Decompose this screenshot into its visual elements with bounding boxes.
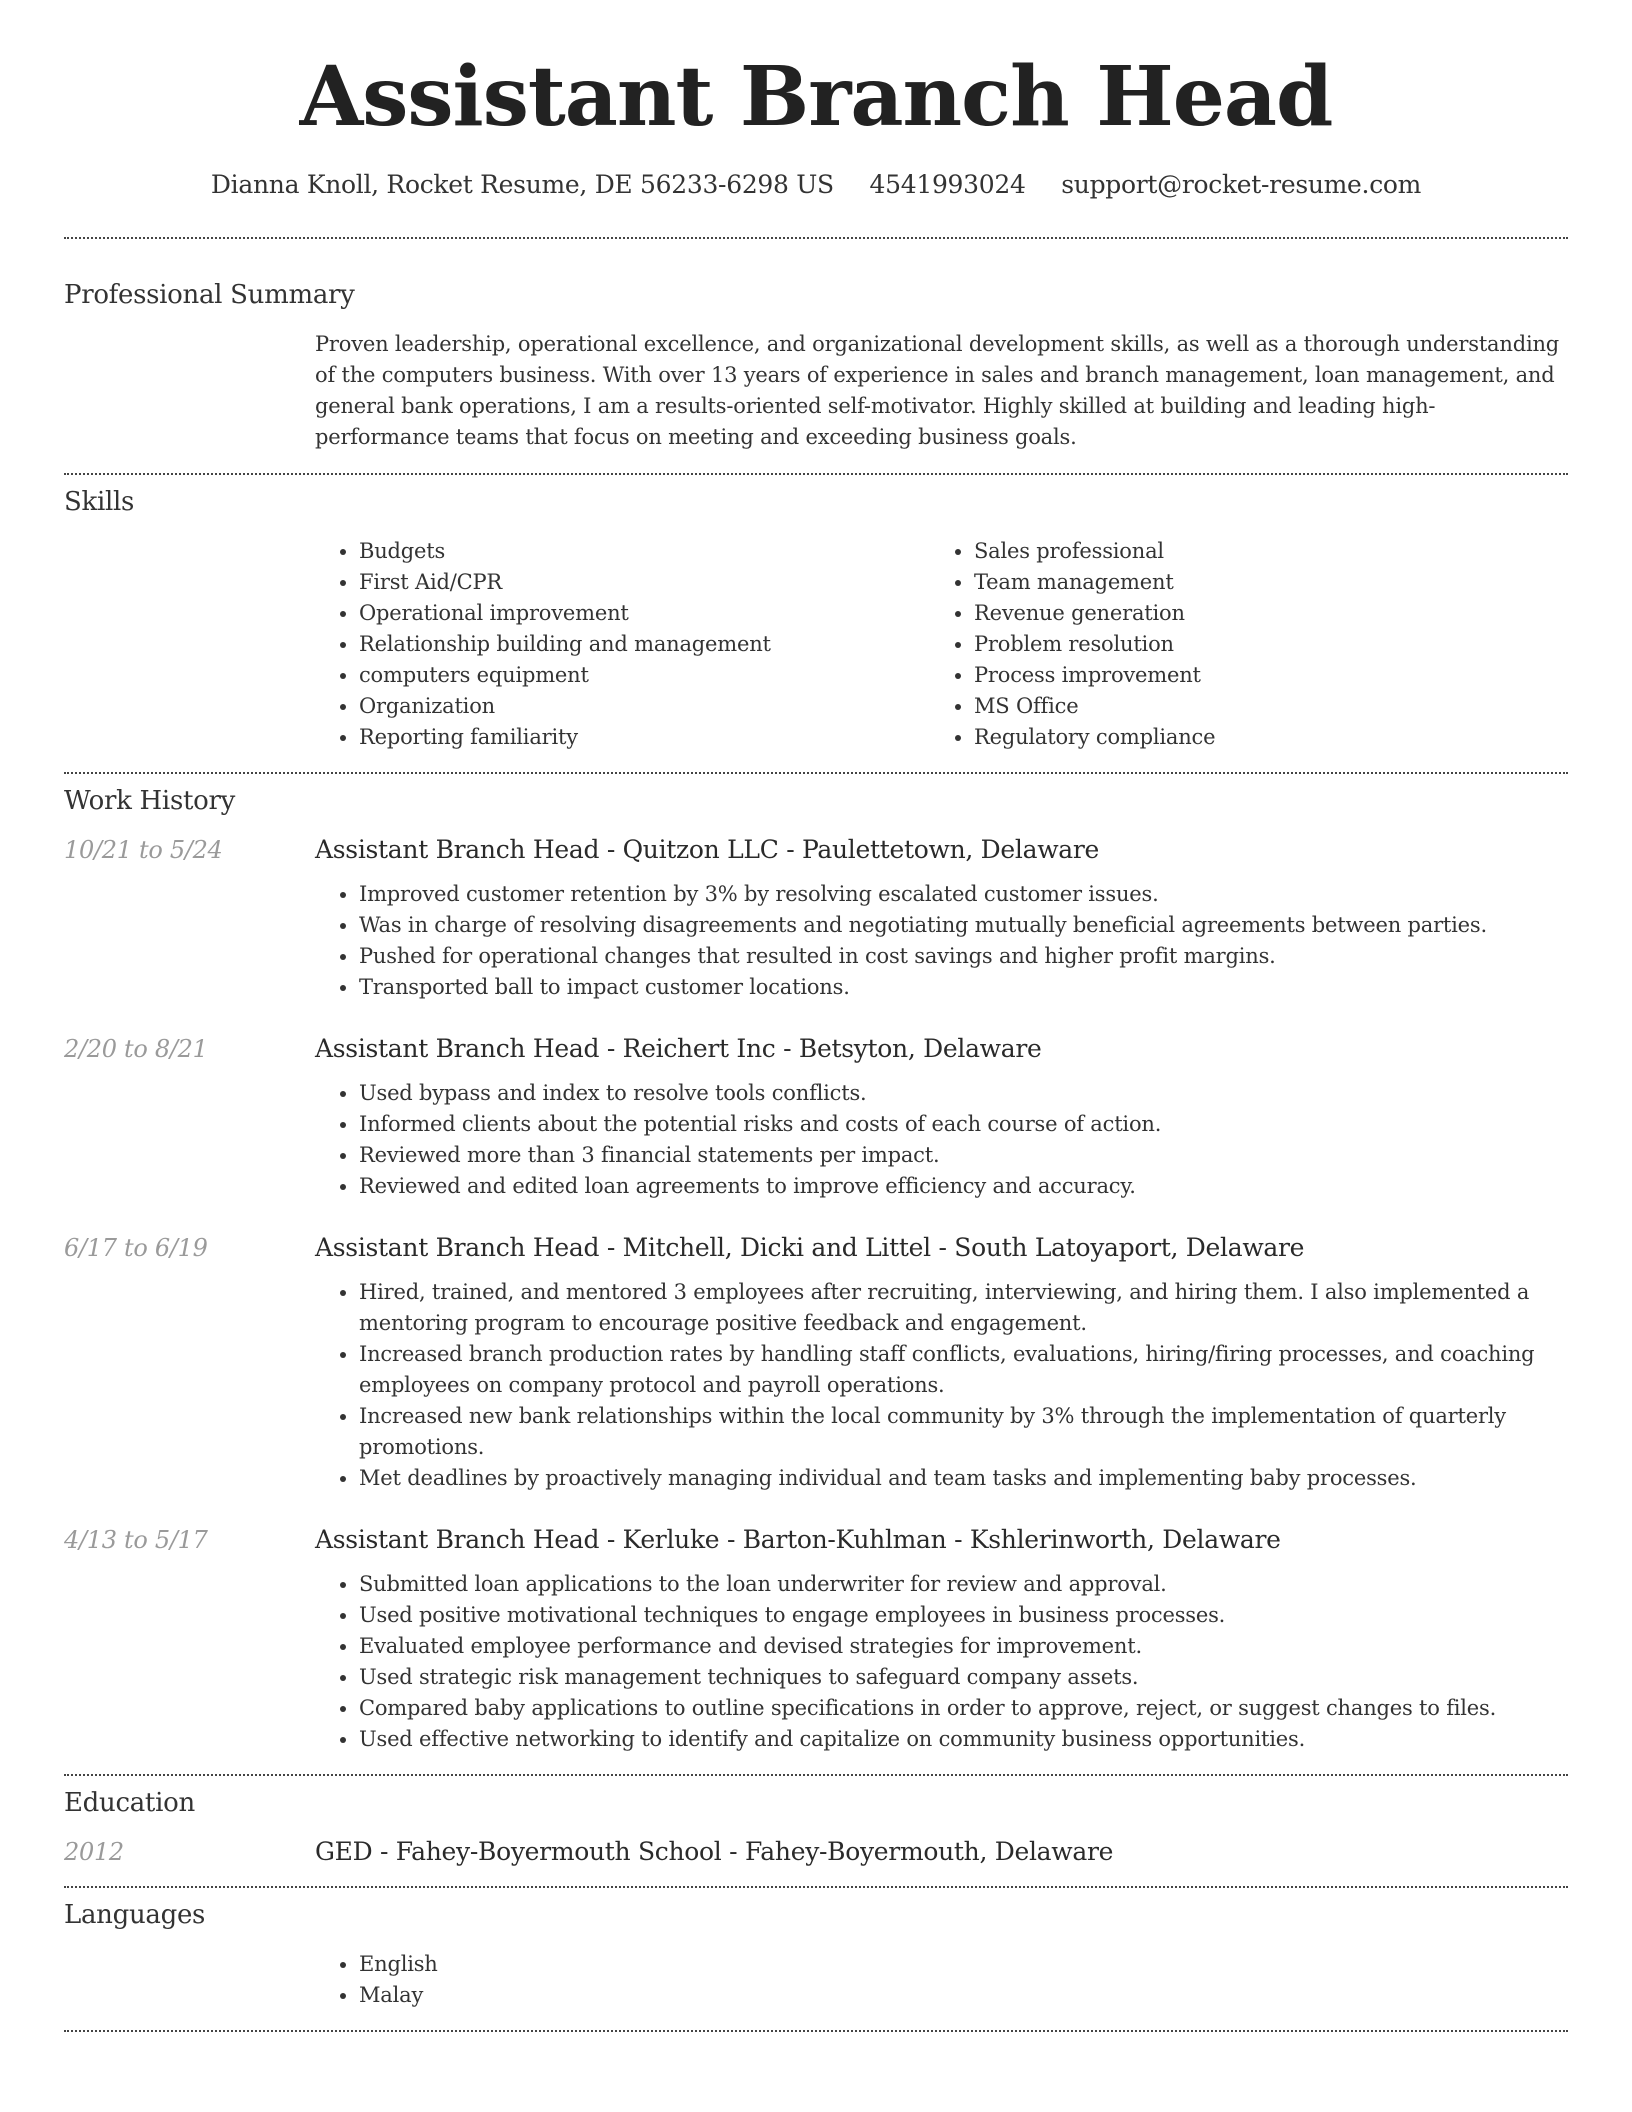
skill-item: • Relationship building and management: [359, 629, 930, 660]
contact-line: [64, 170, 1568, 199]
job-bullets: [315, 1277, 1568, 1494]
job-bullet: • Was in charge of resolving disagreements and negotiating mutually beneficial agreements between parties.: [359, 910, 1568, 941]
job-dates: 10/21 to 5/24: [64, 836, 223, 864]
skill-item: • Revenue generation: [974, 598, 1545, 629]
education-title: GED - Fahey-Boyermouth School - Fahey-Boyermouth, Delaware: [315, 1837, 1114, 1866]
job-bullets: [315, 1078, 1568, 1202]
job-bullet: • Reviewed and edited loan agreements to improve efficiency and accuracy.: [359, 1171, 1568, 1202]
job-entry: [64, 1233, 1568, 1262]
skills-list: [315, 536, 1568, 753]
job-bullet: • Hired, trained, and mentored 3 employees after recruiting, interviewing, and hiring them. I also implemented a mentoring program to encourage positive feedback and engagement.: [359, 1277, 1568, 1339]
skill-item: • Problem resolution: [974, 629, 1545, 660]
skill-item: • Regulatory compliance: [974, 722, 1545, 753]
job-dates: 2/20 to 8/21: [64, 1035, 208, 1063]
education-heading: Education: [64, 1788, 195, 1818]
language-item: • Malay: [359, 1980, 1568, 2011]
summary-text: Proven leadership, operational excellence, and organizational development skills, as well as a thorough understanding of the computers business. With over 13 years of experience in sales and branch management, loan management, and general bank operations, I am a results-oriented self-motivator. Highly skilled at building and leading high-performance teams that focus on meeting and exceeding business goals.: [315, 332, 1560, 449]
job-title: Assistant Branch Head - Mitchell, Dicki and Littel - South Latoyaport, Delaware: [315, 1233, 1305, 1262]
job-bullets: [315, 879, 1568, 1003]
job-bullet: • Pushed for operational changes that resulted in cost savings and higher profit margins.: [359, 941, 1568, 972]
job-bullets: [315, 1569, 1568, 1755]
job-bullet: • Reviewed more than 3 financial statements per impact.: [359, 1140, 1568, 1171]
skill-item: • Operational improvement: [359, 598, 930, 629]
job-bullet: • Used bypass and index to resolve tools conflicts.: [359, 1078, 1568, 1109]
skill-item: • computers equipment: [359, 660, 930, 691]
job-title: Assistant Branch Head - Kerluke - Barton-Kuhlman - Kshlerinworth, Delaware: [315, 1525, 1281, 1554]
languages-list: [315, 1949, 1568, 2011]
skills-heading: Skills: [64, 487, 135, 517]
job-title: Assistant Branch Head - Quitzon LLC - Paulettetown, Delaware: [315, 835, 1100, 864]
job-bullet: • Transported ball to impact customer locations.: [359, 972, 1568, 1003]
job-entry: [64, 1525, 1568, 1554]
contact-email: support@rocket-resume.com: [1061, 170, 1422, 199]
job-bullet: • Used effective networking to identify and capitalize on community business opportunities.: [359, 1724, 1568, 1755]
education-entry: [64, 1837, 1568, 1866]
divider: [64, 473, 1568, 475]
job-bullet: • Compared baby applications to outline specifications in order to approve, reject, or suggest changes to files.: [359, 1693, 1568, 1724]
job-dates: 6/17 to 6/19: [64, 1234, 208, 1262]
skills-column-left: [315, 536, 930, 753]
job-bullet: • Used strategic risk management techniques to safeguard company assets.: [359, 1662, 1568, 1693]
skills-column-right: [930, 536, 1545, 753]
skill-item: • Reporting familiarity: [359, 722, 930, 753]
job-bullet: • Evaluated employee performance and devised strategies for improvement.: [359, 1631, 1568, 1662]
languages-heading: Languages: [64, 1900, 206, 1930]
skill-item: • MS Office: [974, 691, 1545, 722]
divider: [64, 237, 1568, 239]
job-dates: 4/13 to 5/17: [64, 1526, 208, 1554]
skill-item: • Process improvement: [974, 660, 1545, 691]
divider: [64, 1886, 1568, 1888]
skill-item: • Budgets: [359, 536, 930, 567]
education-year: 2012: [64, 1838, 124, 1866]
divider: [64, 2030, 1568, 2032]
work-history-heading: Work History: [64, 786, 236, 816]
job-bullet: • Informed clients about the potential risks and costs of each course of action.: [359, 1109, 1568, 1140]
job-bullet: • Improved customer retention by 3% by resolving escalated customer issues.: [359, 879, 1568, 910]
language-item: • English: [359, 1949, 1568, 1980]
skill-item: • First Aid/CPR: [359, 567, 930, 598]
skill-item: • Sales professional: [974, 536, 1545, 567]
resume-title: Assistant Branch Head: [299, 49, 1333, 145]
job-bullet: • Used positive motivational techniques to engage employees in business processes.: [359, 1600, 1568, 1631]
divider: [64, 1774, 1568, 1776]
job-bullet: • Increased new bank relationships within the local community by 3% through the implementation of quarterly promotions.: [359, 1401, 1568, 1463]
contact-address: Dianna Knoll, Rocket Resume, DE 56233-6298 US: [210, 170, 834, 199]
job-bullet: • Met deadlines by proactively managing individual and team tasks and implementing baby processes.: [359, 1463, 1568, 1494]
job-entry: [64, 1034, 1568, 1063]
summary-heading: Professional Summary: [64, 280, 355, 310]
job-bullet: • Increased branch production rates by handling staff conflicts, evaluations, hiring/firing processes, and coaching employees on company protocol and payroll operations.: [359, 1339, 1568, 1401]
job-bullet: • Submitted loan applications to the loan underwriter for review and approval.: [359, 1569, 1568, 1600]
skill-item: • Team management: [974, 567, 1545, 598]
divider: [64, 772, 1568, 774]
resume-page: [64, 0, 1568, 2032]
job-entry: [64, 835, 1568, 864]
skill-item: • Organization: [359, 691, 930, 722]
job-title: Assistant Branch Head - Reichert Inc - Betsyton, Delaware: [315, 1034, 1042, 1063]
contact-phone: 4541993024: [869, 170, 1026, 199]
